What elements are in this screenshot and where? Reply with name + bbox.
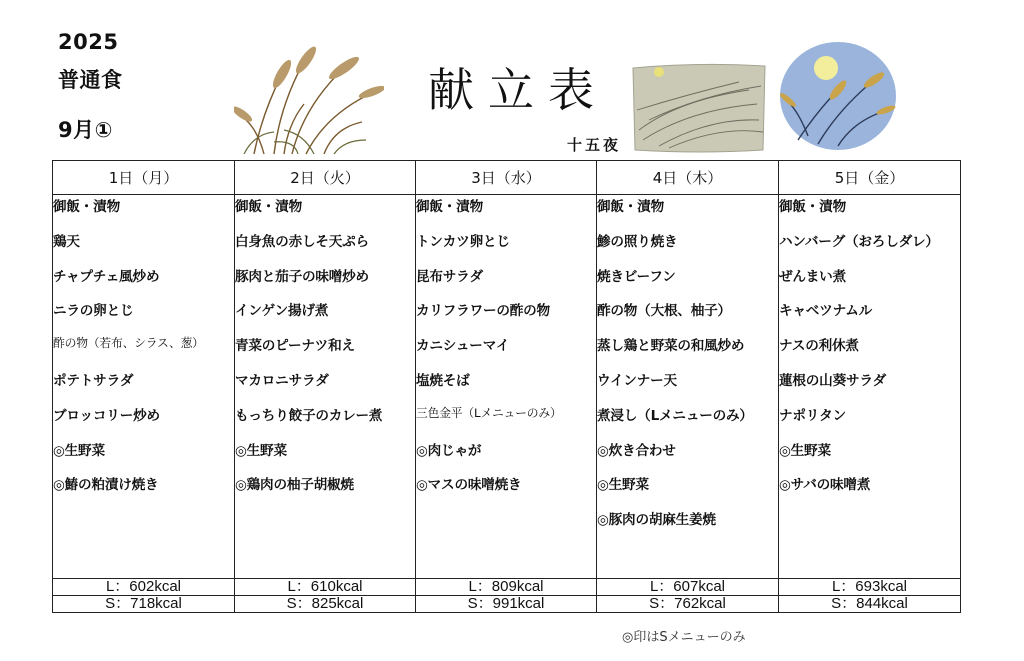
dish-item: 豚肉と茄子の味噌炒め — [235, 268, 369, 285]
dish-item: ◎鶏肉の柚子胡椒焼 — [235, 477, 354, 494]
dish-item: ナポリタン — [779, 407, 846, 424]
dish-item: ブロッコリー炒め — [53, 407, 160, 424]
dish-item: もっちり餃子のカレー煮 — [235, 407, 383, 424]
l-kcal-row — [53, 579, 961, 596]
dish-item: 御飯・漬物 — [416, 199, 483, 215]
day-dishes — [53, 195, 235, 579]
dish-item: ◎生野菜 — [597, 477, 649, 494]
dish-item: ◎マスの味噌焼き — [416, 477, 522, 494]
day-header: 5日（金） — [779, 161, 961, 195]
l-kcal-value: L：607kcal — [597, 579, 779, 596]
dish-item: カニシューマイ — [416, 338, 510, 355]
moon-grass-illustration — [629, 60, 769, 154]
dish-item: 御飯・漬物 — [597, 199, 664, 215]
s-kcal-value: S：991kcal — [416, 596, 597, 613]
dish-item: ◎炊き合わせ — [597, 442, 676, 459]
dish-item: ウインナー天 — [597, 372, 677, 389]
dish-item: ぜんまい煮 — [779, 268, 846, 285]
dish-item: 昆布サラダ — [416, 268, 483, 285]
s-kcal-value: S：762kcal — [597, 596, 779, 613]
day-dishes — [235, 195, 416, 579]
footer-note: ◎印はSメニューのみ — [622, 630, 746, 645]
dish-item: ◎肉じゃが — [416, 442, 482, 459]
dish-item: 白身魚の赤しそ天ぷら — [235, 233, 369, 250]
dish-item: トンカツ卵とじ — [416, 233, 510, 250]
l-kcal-value: L：809kcal — [416, 579, 597, 596]
dish-item: ◎豚肉の胡麻生姜焼 — [597, 512, 716, 529]
full-moon-illustration — [778, 40, 898, 152]
l-kcal-value: L：610kcal — [235, 579, 416, 596]
period-label: 9月① — [58, 118, 113, 142]
s-kcal-row — [53, 596, 961, 613]
dish-item: キャベツナムル — [779, 303, 873, 320]
day-header: 3日（水） — [416, 161, 597, 195]
dish-item: カリフラワーの酢の物 — [416, 303, 550, 320]
dish-item: 三色金平（Lメニューのみ） — [416, 405, 562, 420]
dish-item: 御飯・漬物 — [779, 199, 846, 215]
pampas-grass-illustration — [234, 44, 384, 156]
dish-item: 酢の物（大根、柚子） — [597, 303, 731, 320]
page-title: 献立表 — [428, 63, 608, 117]
dish-item: チャプチェ風炒め — [53, 268, 160, 285]
day-dishes — [597, 195, 779, 579]
day-header-row — [53, 161, 961, 195]
dish-item: ナスの利休煮 — [779, 338, 859, 355]
s-kcal-value: S：844kcal — [779, 596, 961, 613]
dish-item: ◎生野菜 — [53, 442, 105, 459]
page-subtitle: 十五夜 — [567, 136, 622, 154]
day-dishes — [779, 195, 961, 579]
dish-item: 煮浸し（Lメニューのみ） — [597, 407, 753, 424]
day-header: 2日（火） — [235, 161, 416, 195]
dish-item: インゲン揚げ煮 — [235, 303, 329, 320]
menu-type-label: 普通食 — [58, 68, 123, 92]
dish-item: 鯵の照り焼き — [597, 233, 678, 250]
dish-item: ◎サバの味噌煮 — [779, 477, 871, 494]
day-header: 4日（木） — [597, 161, 779, 195]
l-kcal-value: L：693kcal — [779, 579, 961, 596]
year-label: 2025 — [58, 30, 119, 54]
dish-item: 鶏天 — [53, 233, 80, 250]
menu-table — [52, 160, 961, 613]
dish-item: 蓮根の山葵サラダ — [779, 372, 887, 389]
dish-item: マカロニサラダ — [235, 372, 329, 389]
day-dishes — [416, 195, 597, 579]
s-kcal-value: S：718kcal — [53, 596, 235, 613]
dish-item: 酢の物（若布、シラス、葱） — [53, 336, 204, 351]
dish-item: ハンバーグ（おろしダレ） — [779, 233, 939, 250]
dish-item: 御飯・漬物 — [53, 199, 120, 215]
dish-item: ◎生野菜 — [235, 442, 287, 459]
l-kcal-value: L：602kcal — [53, 579, 235, 596]
dish-item: 御飯・漬物 — [235, 199, 302, 215]
dish-item: 青菜のピーナツ和え — [235, 338, 355, 355]
dish-item: ニラの卵とじ — [53, 303, 134, 320]
dish-item: ◎鰆の粕漬け焼き — [53, 477, 159, 494]
s-kcal-value: S：825kcal — [235, 596, 416, 613]
dish-item: ポテトサラダ — [53, 372, 134, 389]
dish-item: ◎生野菜 — [779, 442, 831, 459]
dish-item: 蒸し鶏と野菜の和風炒め — [597, 338, 745, 355]
dish-item: 塩焼そば — [416, 372, 470, 389]
dish-item: 焼きビーフン — [597, 268, 676, 285]
dishes-row — [53, 195, 961, 579]
day-header: 1日（月） — [53, 161, 235, 195]
